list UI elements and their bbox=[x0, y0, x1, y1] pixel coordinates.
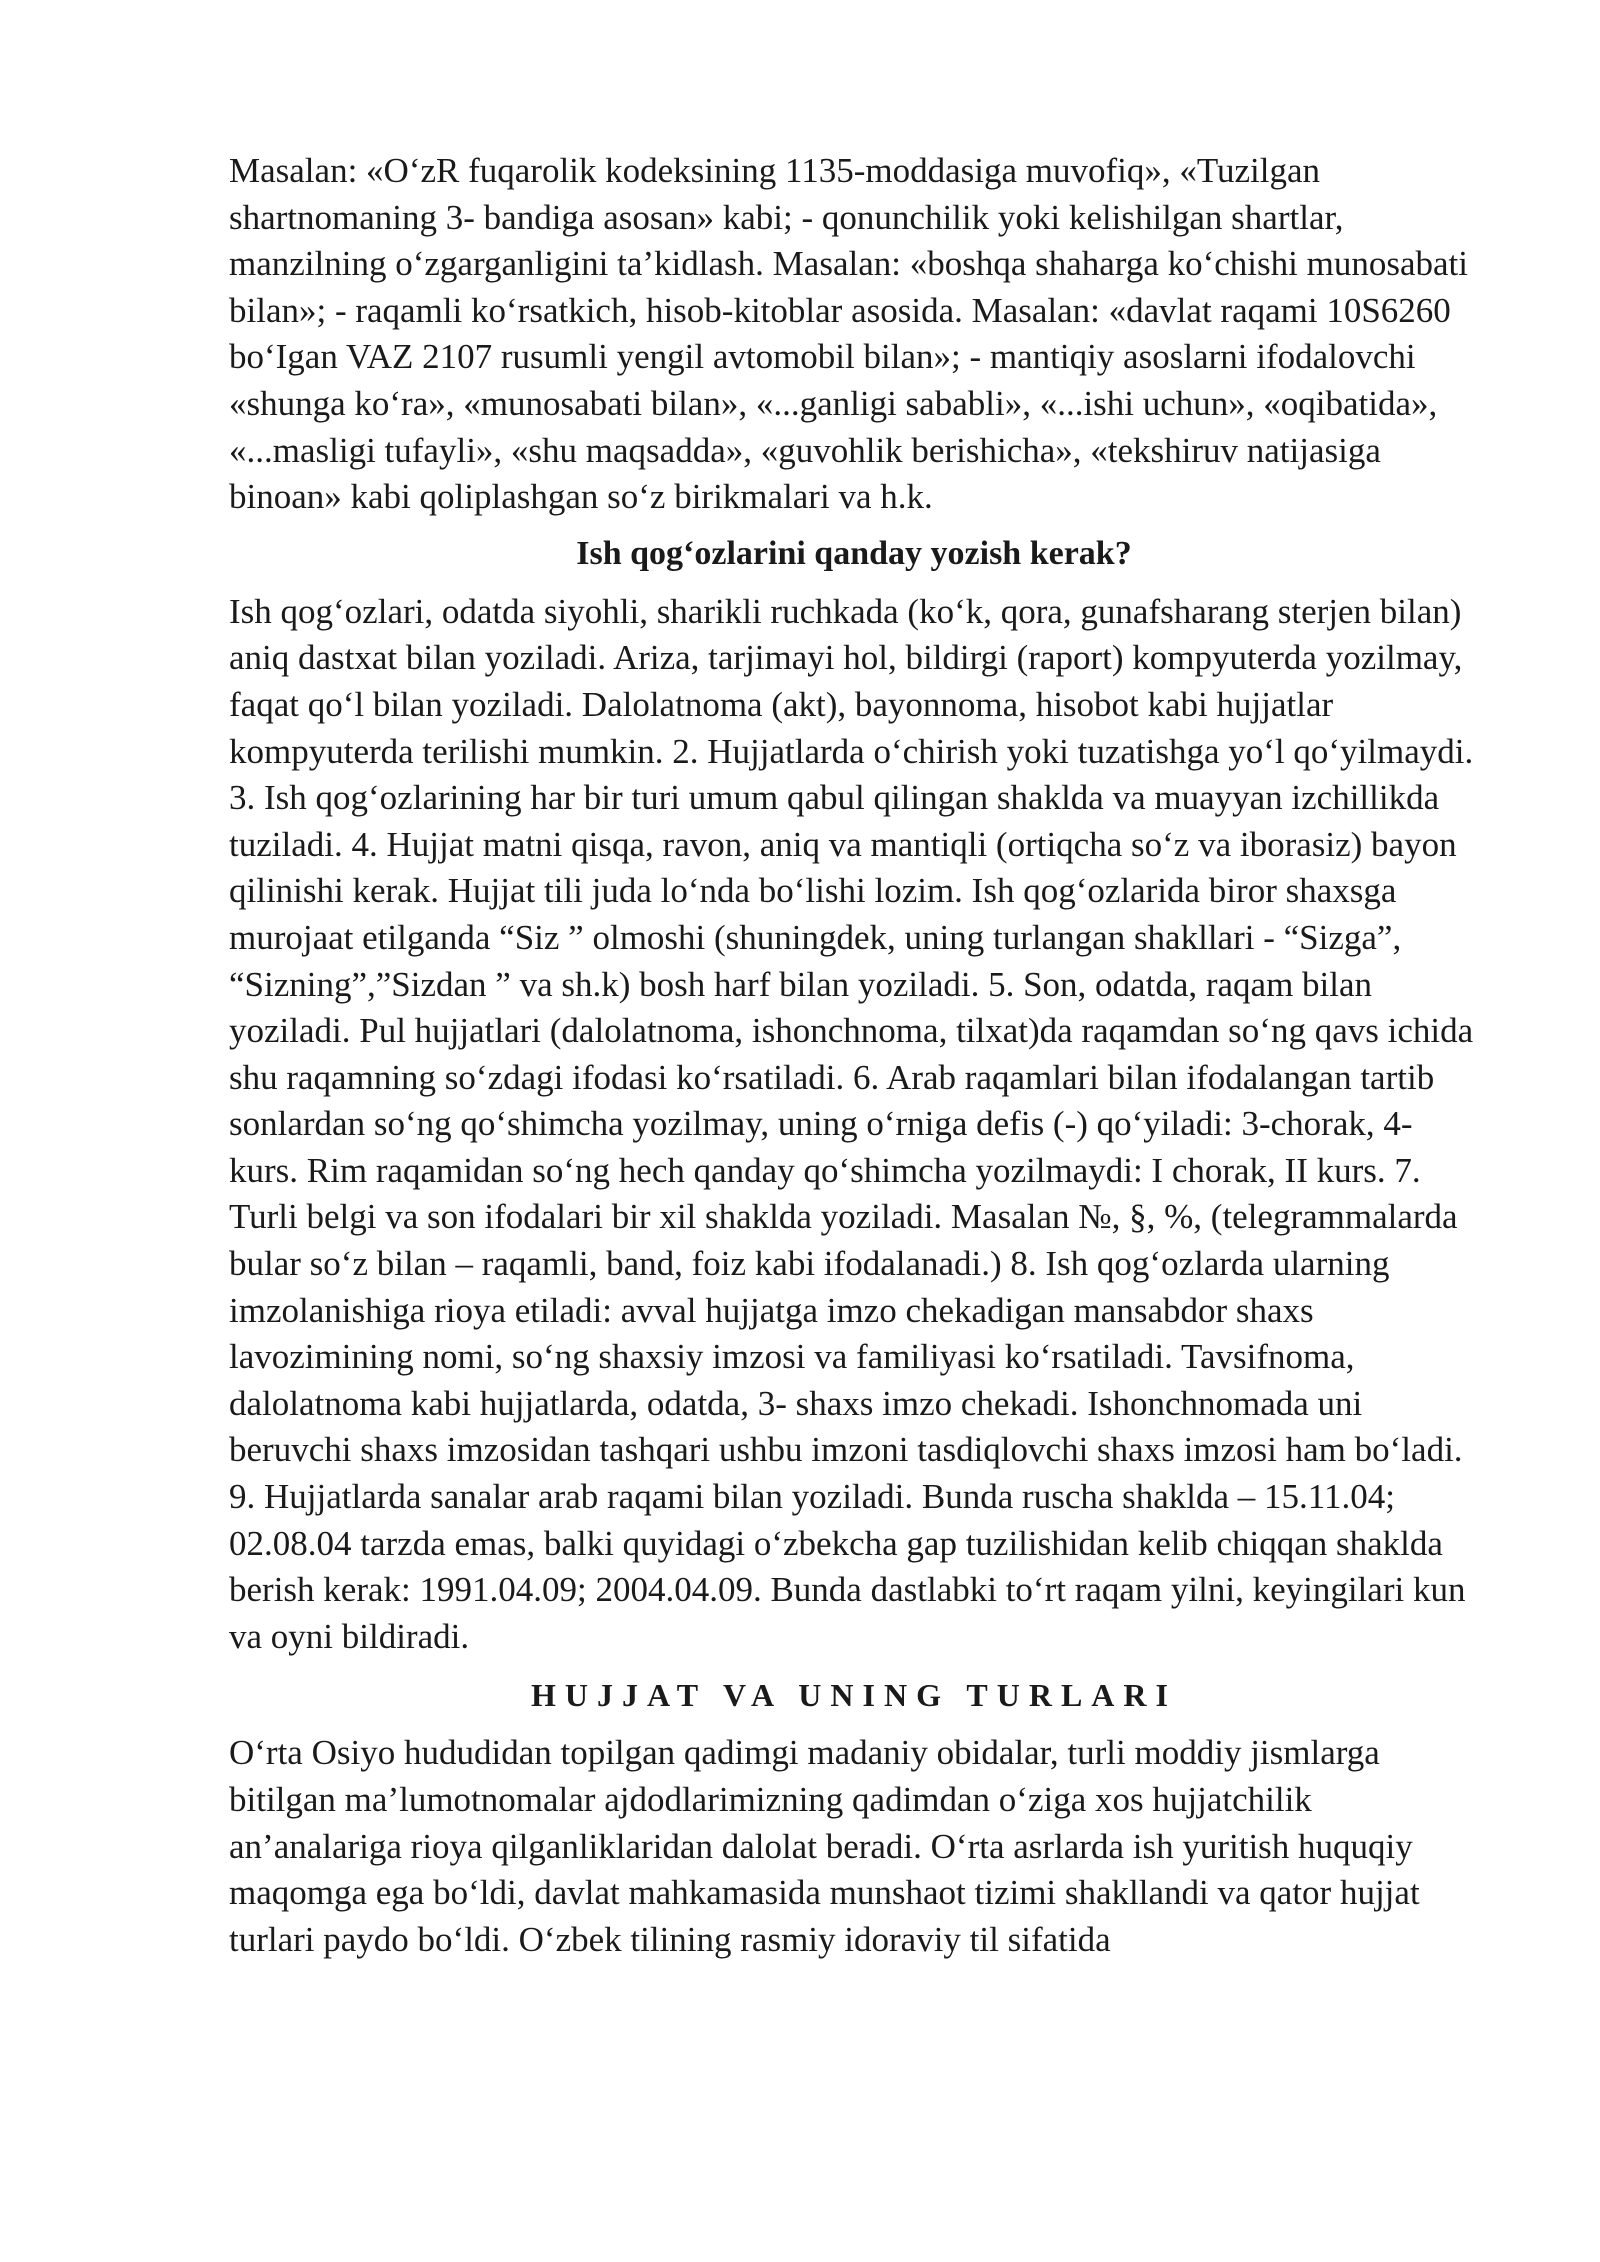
paragraph-history: O‘rta Osiyo hududidan topilgan qadimgi madaniy obidalar, turli moddiy jismlarga bitilgan ma’lumotnomalar ajdodlarimizning qadimdan o‘ziga xos hujjatchilik an’analariga rioya qilganliklaridan dalolat beradi. O‘rta asrlarda ish yuritish huquqiy maqomga ega bo‘ldi, davlat mahkamasida munshaot tizimi shakllandi va qator hujjat turlari paydo bo‘ldi. O‘zbek tilining rasmiy idoraviy til sifatida bbox=[229, 1733, 1420, 1959]
section-heading-how-to-write: Ish qog‘ozlarini qanday yozish kerak? bbox=[576, 534, 1132, 572]
paragraph-examples: Masalan: «O‘zR fuqarolik kodeksining 1135-moddasiga muvofiq», «Tuzilgan shartnomaning 3- bandiga asosan» kabi; - qonunchilik yoki kelishilgan shartlar, manzilning o‘zgarganligini ta’kidlash. Masalan: «boshqa shaharga ko‘chishi munosabati bilan»; - raqamli ko‘rsatkich, hisob-kitoblar asosida. Masalan: «davlat raqami 10S6260 bo‘Igan VAZ 2107 rusumli yengil avtomobil bilan»; - mantiqiy asoslarni ifodalovchi «shunga ko‘ra», «munosabati bilan», «...ganligi sababli», «...ishi uchun», «oqibatida», «...masligi tufayli», «shu maqsadda», «guvohlik berishicha», «tekshiruv natijasiga binoan» kabi qoliplashgan so‘z birikmalari va h.k. bbox=[229, 151, 1468, 517]
document-body bbox=[229, 148, 1479, 1963]
section-heading-document-types: HUJJAT VA UNING TURLARI bbox=[531, 1677, 1177, 1714]
paragraph-writing-rules: Ish qog‘ozlari, odatda siyohli, sharikli ruchkada (ko‘k, qora, gunafsharang sterjen bilan) aniq dastxat bilan yoziladi. Ariza, tarjimayi hol, bildirgi (raport) kompyuterda yozilmay, faqat qo‘l bilan yoziladi. Dalolatnoma (akt), bayonnoma, hisobot kabi hujjatlar kompyuterda terilishi mumkin. 2. Hujjatlarda o‘chirish yoki tuzatishga yo‘l qo‘yilmaydi. 3. Ish qog‘ozlarining har bir turi umum qabul qilingan shaklda va muayyan izchillikda tuziladi. 4. Hujjat matni qisqa, ravon, aniq va mantiqli (ortiqcha so‘z va iborasiz) bayon qilinishi kerak. Hujjat tili juda lo‘nda bo‘lishi lozim. Ish qog‘ozlarida biror shaxsga murojaat etilganda “Siz ” olmoshi (shuningdek, uning turlangan shakllari - “Sizga”, “Sizning”,”Sizdan ” va sh.k) bosh harf bilan yoziladi. 5. Son, odatda, raqam bilan yoziladi. Pul hujjatlari (dalolatnoma, ishonchnoma, tilxat)da raqamdan so‘ng qavs ichida shu raqamning so‘zdagi ifodasi ko‘rsatiladi. 6. Arab raqamlari bilan ifodalangan tartib sonlardan so‘ng qo‘shimcha yozilmay, uning o‘rniga defis (-) qo‘yiladi: 3-chorak, 4-kurs. Rim raqamidan so‘ng hech qanday qo‘shimcha yozilmaydi: I chorak, II kurs. 7. Turli belgi va son ifodalari bir xil shaklda yoziladi. Masalan №, §, %, (telegrammalarda bular so‘z bilan – raqamli, band, foiz kabi ifodalanadi.) 8. Ish qog‘ozlarda ularning imzolanishiga rioya etiladi: avval hujjatga imzo chekadigan mansabdor shaxs lavozimining nomi, so‘ng shaxsiy imzosi va familiyasi ko‘rsatiladi. Tavsifnoma, dalolatnoma kabi hujjatlarda, odatda, 3- shaxs imzo chekadi. Ishonchnomada uni beruvchi shaxs imzosidan tashqari ushbu imzoni tasdiqlovchi shaxs imzosi ham bo‘ladi. 9. Hujjatlarda sanalar arab raqami bilan yoziladi. Bunda ruscha shaklda – 15.11.04; 02.08.04 tarzda emas, balki quyidagi o‘zbekcha gap tuzilishidan kelib chiqqan shaklda berish kerak: 1991.04.09; 2004.04.09. Bunda dastlabki to‘rt raqam yilni, keyingilari kun va oyni bildiradi. bbox=[229, 591, 1474, 1656]
